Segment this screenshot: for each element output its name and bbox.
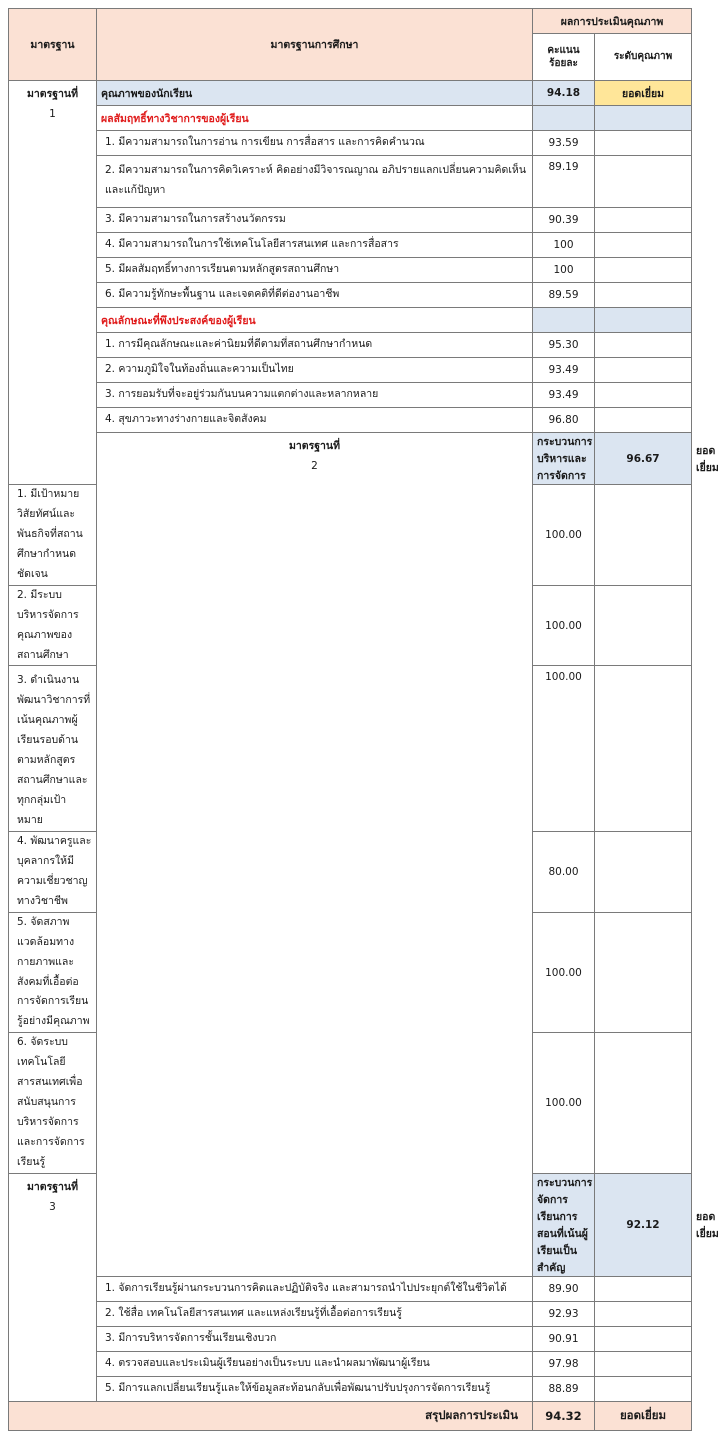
indicator-score: 100.00 [533, 912, 595, 1033]
indicator-text: 1. จัดการเรียนรู้ผ่านกระบวนการคิดและปฏิบัติจริง และสามารถนำไปประยุกต์ใช้ในชีวิตได้ [97, 1276, 533, 1301]
indicator-level [595, 1376, 692, 1401]
indicator-text: 2. มีระบบบริหารจัดการคุณภาพของสถานศึกษา [9, 585, 97, 666]
indicator-level [595, 666, 692, 832]
score-header-line1: คะแนน [547, 44, 580, 56]
indicator-text: 5. มีผลสัมฤทธิ์ทางการเรียนตามหลักสูตรสถานศึกษา [97, 258, 533, 283]
group-title: ผลสัมฤทธิ์ทางวิชาการของผู้เรียน [97, 106, 533, 131]
indicator-level [595, 283, 692, 308]
indicator-text: 1. มีเป้าหมายวิสัยทัศน์และพันธกิจที่สถานศึกษากำหนดชัดเจน [9, 485, 97, 586]
col-header-education-standard: มาตรฐานการศึกษา [97, 9, 533, 81]
indicator-score: 95.30 [533, 333, 595, 358]
score-header-line2: ร้อยละ [549, 58, 578, 69]
indicator-level [595, 585, 692, 666]
indicator-text: 2. มีความสามารถในการคิดวิเคราะห์ คิดอย่างมีวิจารณญาณ อภิปรายแลกเปลี่ยนความคิดเห็นและแก้ปัญหา [97, 156, 533, 208]
indicator-text: 4. มีความสามารถในการใช้เทคโนโลยีสารสนเทศ และการสื่อสาร [97, 233, 533, 258]
indicator-score: 93.59 [533, 131, 595, 156]
indicator-score: 90.91 [533, 1326, 595, 1351]
assessment-table: มาตรฐาน มาตรฐานการศึกษา ผลการประเมินคุณภาพ คะแนน ร้อยละ ระดับคุณภาพ มาตรฐานที่ 1 คุณภาพของนักเรียน 94.18 ยอดเยี่ยม ผลสัมฤทธิ์ทางวิชาการของผู้เรียน 1. มีความสามารถในการอ่าน การเขียน การสื่อสาร และการคิดคำนวณ 93.59 2. มีความสามารถในการคิดวิเคราะห์ คิดอย่างมีวิจารณญาณ อภิปรายแลกเปลี่ยนความคิดเห็นและแก้ปัญหา 89.19 3. มีความสามารถในการสร้างนวัตกรรม 90.39 4. มีความสามารถในการใช้เทคโนโลยีสารสนเทศ และการสื่อสาร 100 5. มีผลสัมฤทธิ์ทางการเรียนตามหลักสูตรสถานศึกษา 100 6. มีความรู้ทักษะพื้นฐาน และเจตคติที่ดีต่องานอาชีพ 89.59 คุณลักษณะที่พึงประสงค์ของผู้เรียน 1. การมีคุณลักษณะและค่านิยมที่ดีตามที่สถานศึกษากำหนด 95.30 2. ความภูมิใจในท้องถิ่นและความเป็นไทย 93.49 3. การยอมรับที่จะอยู่ร่วมกันบนความแตกต่างและหลากหลาย 93.49 4. สุขภาวะทางร่างกายและจิตสังคม 96.80 มาตรฐานที่ 2 กระบวนการบริหารและการจัดการ 96.67 ยอดเยี่ยม 1. มีเป้าหมายวิสัยทัศน์และพันธกิจที่สถานศึกษากำหนดชัดเจน 100.00 2. มีระบบบริหารจัดการคุณภาพของสถานศึกษา 100.00 3. ดำเนินงานพัฒนาวิชาการที่เน้นคุณภาพผู้เรียนรอบด้านตามหลักสูตรสถานศึกษาและทุกกลุ่มเป้าหมาย 100.00 4. พัฒนาครูและบุคลากรให้มีความเชี่ยวชาญทางวิชาชีพ 80.00 5. จัดสภาพแวดล้อมทางกายภาพและสังคมที่เอื้อต่อการจัดการเรียนรู้อย่างมีคุณภาพ 100.00 6. จัดระบบเทคโนโลยีสารสนเทศเพื่อสนับสนุนการบริหารจัดการและการจัดการเรียนรู้ 100.00 มาตรฐานที่ 3 กระบวนการจัดการเรียนการสอนที่เน้นผู้เรียนเป็นสำคัญ 92.12 ยอดเยี่ยม 1. จัดการเรียนรู้ผ่านกระบวนการคิดและปฏิบัติจริง และสามารถนำไปประยุกต์ใช้ในชีวิตได้ 89.90 2. ใช้สื่อ เทคโนโลยีสารสนเทศ และแหล่งเรียนรู้ที่เอื้อต่อการเรียนรู้ 92.93 3. มีการบริหารจัดการชั้นเรียนเชิงบวก 90.91 4. ตรวจสอบและประเมินผู้เรียนอย่างเป็นระบบ และนำผลมาพัฒนาผู้เรียน 97.98 5. มีการแลกเปลี่ยนเรียนรู้และให้ข้อมูลสะท้อนกลับเพื่อพัฒนาปรับปรุงการจัดการเรียนรู้ 88.89 สรุปผลการประเมิน 94.32 ยอดเยี่ยม [8, 8, 692, 1431]
group-level-empty [595, 308, 692, 333]
indicator-level [595, 912, 692, 1033]
indicator-score: 89.90 [533, 1276, 595, 1301]
group-score-empty [533, 106, 595, 131]
indicator-score: 100.00 [533, 1033, 595, 1174]
indicator-text: 5. จัดสภาพแวดล้อมทางกายภาพและสังคมที่เอื้อต่อการจัดการเรียนรู้อย่างมีคุณภาพ [9, 912, 97, 1033]
standard-score: 92.12 [595, 1173, 692, 1276]
indicator-text: 3. การยอมรับที่จะอยู่ร่วมกันบนความแตกต่างและหลากหลาย [97, 383, 533, 408]
indicator-level [595, 156, 692, 208]
indicator-text: 5. มีการแลกเปลี่ยนเรียนรู้และให้ข้อมูลสะท้อนกลับเพื่อพัฒนาปรับปรุงการจัดการเรียนรู้ [97, 1376, 533, 1401]
indicator-text: 1. มีความสามารถในการอ่าน การเขียน การสื่อสาร และการคิดคำนวณ [97, 131, 533, 156]
indicator-text: 4. ตรวจสอบและประเมินผู้เรียนอย่างเป็นระบบ และนำผลมาพัฒนาผู้เรียน [97, 1351, 533, 1376]
standard-score: 94.18 [533, 81, 595, 106]
standard-number: 1 [49, 108, 56, 120]
indicator-score: 100.00 [533, 666, 595, 832]
indicator-level [595, 383, 692, 408]
group-score-empty [533, 308, 595, 333]
indicator-text: 2. ใช้สื่อ เทคโนโลยีสารสนเทศ และแหล่งเรียนรู้ที่เอื้อต่อการเรียนรู้ [97, 1301, 533, 1326]
indicator-level [595, 1033, 692, 1174]
indicator-level [595, 485, 692, 586]
indicator-score: 93.49 [533, 383, 595, 408]
col-header-standard: มาตรฐาน [9, 9, 97, 81]
standard-title: คุณภาพของนักเรียน [97, 81, 533, 106]
standard-level: ยอดเยี่ยม [595, 81, 692, 106]
indicator-score: 100 [533, 233, 595, 258]
indicator-level [595, 408, 692, 433]
indicator-level [595, 131, 692, 156]
summary-score: 94.32 [533, 1401, 595, 1430]
indicator-score: 80.00 [533, 831, 595, 912]
indicator-text: 3. มีความสามารถในการสร้างนวัตกรรม [97, 208, 533, 233]
standard-1-cell [9, 81, 97, 485]
indicator-level [595, 233, 692, 258]
indicator-text: 4. พัฒนาครูและบุคลากรให้มีความเชี่ยวชาญทางวิชาชีพ [9, 831, 97, 912]
indicator-score: 89.59 [533, 283, 595, 308]
indicator-text: 3. ดำเนินงานพัฒนาวิชาการที่เน้นคุณภาพผู้เรียนรอบด้านตามหลักสูตรสถานศึกษาและทุกกลุ่มเป้าหมาย [9, 666, 97, 832]
indicator-level [595, 333, 692, 358]
standard-title: กระบวนการจัดการเรียนการสอนที่เน้นผู้เรียนเป็นสำคัญ [533, 1173, 595, 1276]
indicator-score: 97.98 [533, 1351, 595, 1376]
standard-label: มาตรฐานที่ [288, 440, 341, 452]
indicator-level [595, 1351, 692, 1376]
col-header-level: ระดับคุณภาพ [595, 34, 692, 81]
indicator-text: 6. มีความรู้ทักษะพื้นฐาน และเจตคติที่ดีต่องานอาชีพ [97, 283, 533, 308]
standard-label: มาตรฐานที่ [26, 88, 79, 100]
standard-title: กระบวนการบริหารและการจัดการ [533, 433, 595, 485]
indicator-text: 3. มีการบริหารจัดการชั้นเรียนเชิงบวก [97, 1326, 533, 1351]
standard-score: 96.67 [595, 433, 692, 485]
standard-number: 2 [311, 460, 318, 472]
indicator-score: 88.89 [533, 1376, 595, 1401]
indicator-level [595, 258, 692, 283]
indicator-score: 90.39 [533, 208, 595, 233]
standard-3-cell [9, 1173, 97, 1401]
indicator-score: 100.00 [533, 585, 595, 666]
indicator-score: 96.80 [533, 408, 595, 433]
indicator-level [595, 1326, 692, 1351]
indicator-level [595, 1301, 692, 1326]
indicator-score: 100.00 [533, 485, 595, 586]
indicator-text: 4. สุขภาวะทางร่างกายและจิตสังคม [97, 408, 533, 433]
group-title: คุณลักษณะที่พึงประสงค์ของผู้เรียน [97, 308, 533, 333]
indicator-text: 2. ความภูมิใจในท้องถิ่นและความเป็นไทย [97, 358, 533, 383]
indicator-score: 89.19 [533, 156, 595, 208]
indicator-level [595, 358, 692, 383]
col-header-result: ผลการประเมินคุณภาพ [533, 9, 692, 34]
indicator-level [595, 831, 692, 912]
indicator-text: 1. การมีคุณลักษณะและค่านิยมที่ดีตามที่สถานศึกษากำหนด [97, 333, 533, 358]
indicator-score: 100 [533, 258, 595, 283]
standard-number: 3 [49, 1200, 56, 1213]
indicator-score: 93.49 [533, 358, 595, 383]
indicator-score: 92.93 [533, 1301, 595, 1326]
indicator-text: 6. จัดระบบเทคโนโลยีสารสนเทศเพื่อสนับสนุนการบริหารจัดการและการจัดการเรียนรู้ [9, 1033, 97, 1174]
standard-label: มาตรฐานที่ [26, 1180, 79, 1193]
standard-2-cell [97, 433, 533, 1277]
indicator-level [595, 1276, 692, 1301]
col-header-score [533, 34, 595, 81]
indicator-level [595, 208, 692, 233]
group-level-empty [595, 106, 692, 131]
summary-level: ยอดเยี่ยม [595, 1401, 692, 1430]
summary-label: สรุปผลการประเมิน [9, 1401, 533, 1430]
